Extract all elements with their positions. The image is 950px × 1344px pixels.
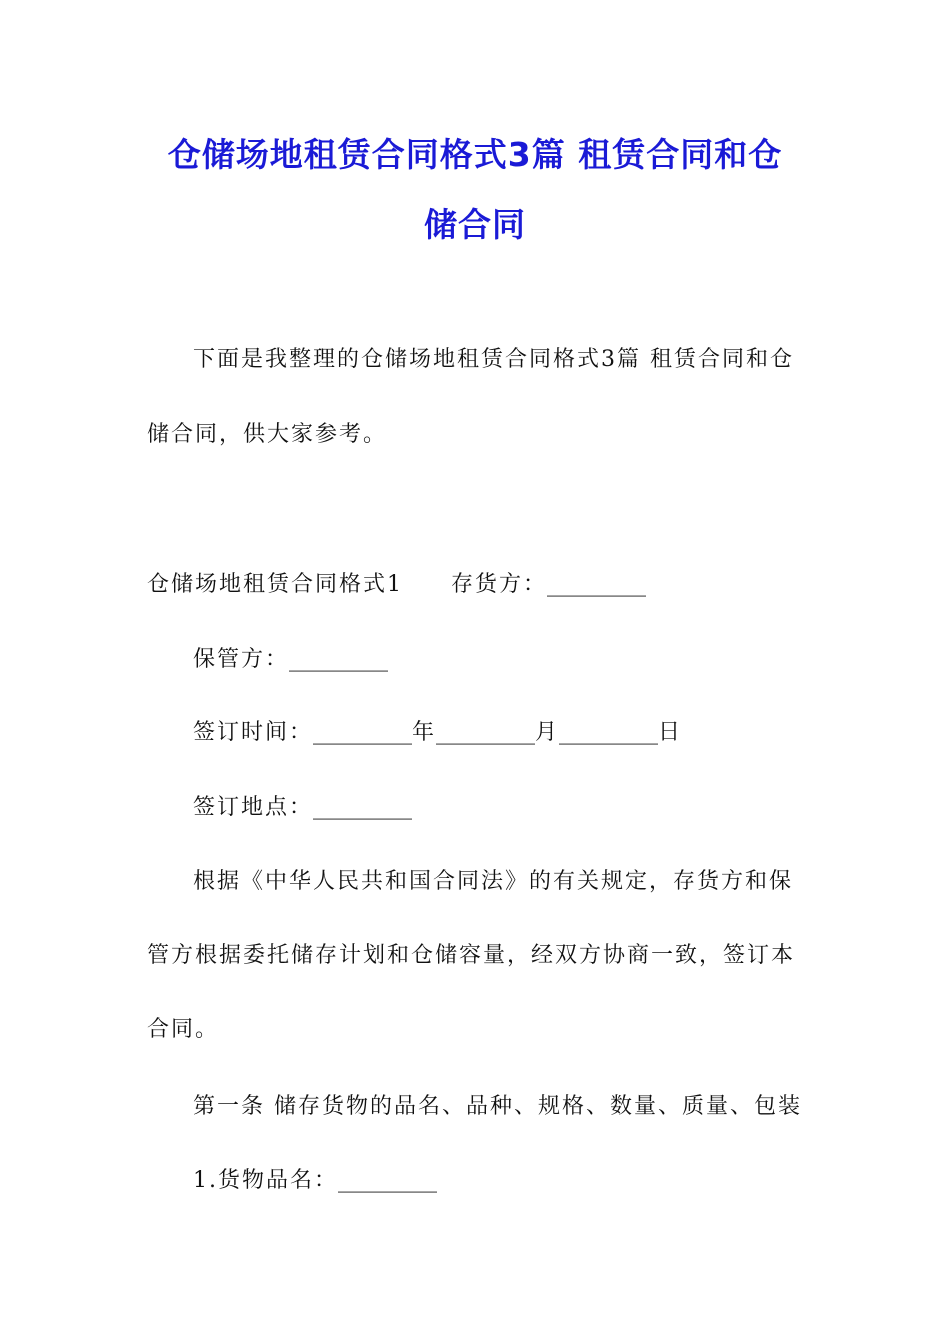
document-title-line-1: 仓储场地租赁合同格式3篇 租赁合同和仓 (167, 135, 783, 174)
custodian-blank: _________ (289, 647, 389, 672)
custodian-row (193, 645, 853, 675)
intro-paragraph-line-2: 储合同，供大家参考。 (147, 422, 388, 447)
sign-time-row (193, 718, 853, 748)
basis-paragraph-line-2: 管方根据委托储存计划和仓储容量，经双方协商一致，签订本 (147, 943, 796, 968)
year-blank: _________ (313, 720, 413, 745)
item-1-blank: _________ (338, 1168, 437, 1193)
item-1-row (193, 1166, 853, 1196)
item-1-label: 1.货物品名： (193, 1168, 338, 1193)
sign-place-label: 签订地点： (193, 795, 314, 820)
day-label: 日 (658, 720, 683, 745)
day-blank: _________ (559, 720, 659, 745)
article-1-heading: 第一条 储存货物的品名、品种、规格、数量、质量、包装 (193, 1094, 802, 1119)
document-title-line-2: 储合同 (424, 205, 526, 244)
basis-paragraph-line-3: 合同。 (147, 1017, 220, 1042)
section-heading-row (147, 570, 807, 600)
sign-time-label: 签订时间： (193, 720, 314, 745)
intro-paragraph-line-1: 下面是我整理的仓储场地租赁合同格式3篇 租赁合同和仓 (193, 347, 794, 372)
sign-place-blank: _________ (313, 795, 413, 820)
month-blank: _________ (436, 720, 536, 745)
depositor-blank: _________ (547, 572, 647, 597)
depositor-label: 存货方： (451, 572, 548, 597)
basis-paragraph-line-1: 根据《中华人民共和国合同法》的有关规定，存货方和保 (193, 869, 794, 894)
month-label: 月 (535, 720, 560, 745)
sign-place-row (193, 793, 853, 823)
custodian-label: 保管方： (193, 647, 290, 672)
year-label: 年 (412, 720, 437, 745)
section-heading: 仓储场地租赁合同格式1 (147, 572, 403, 597)
